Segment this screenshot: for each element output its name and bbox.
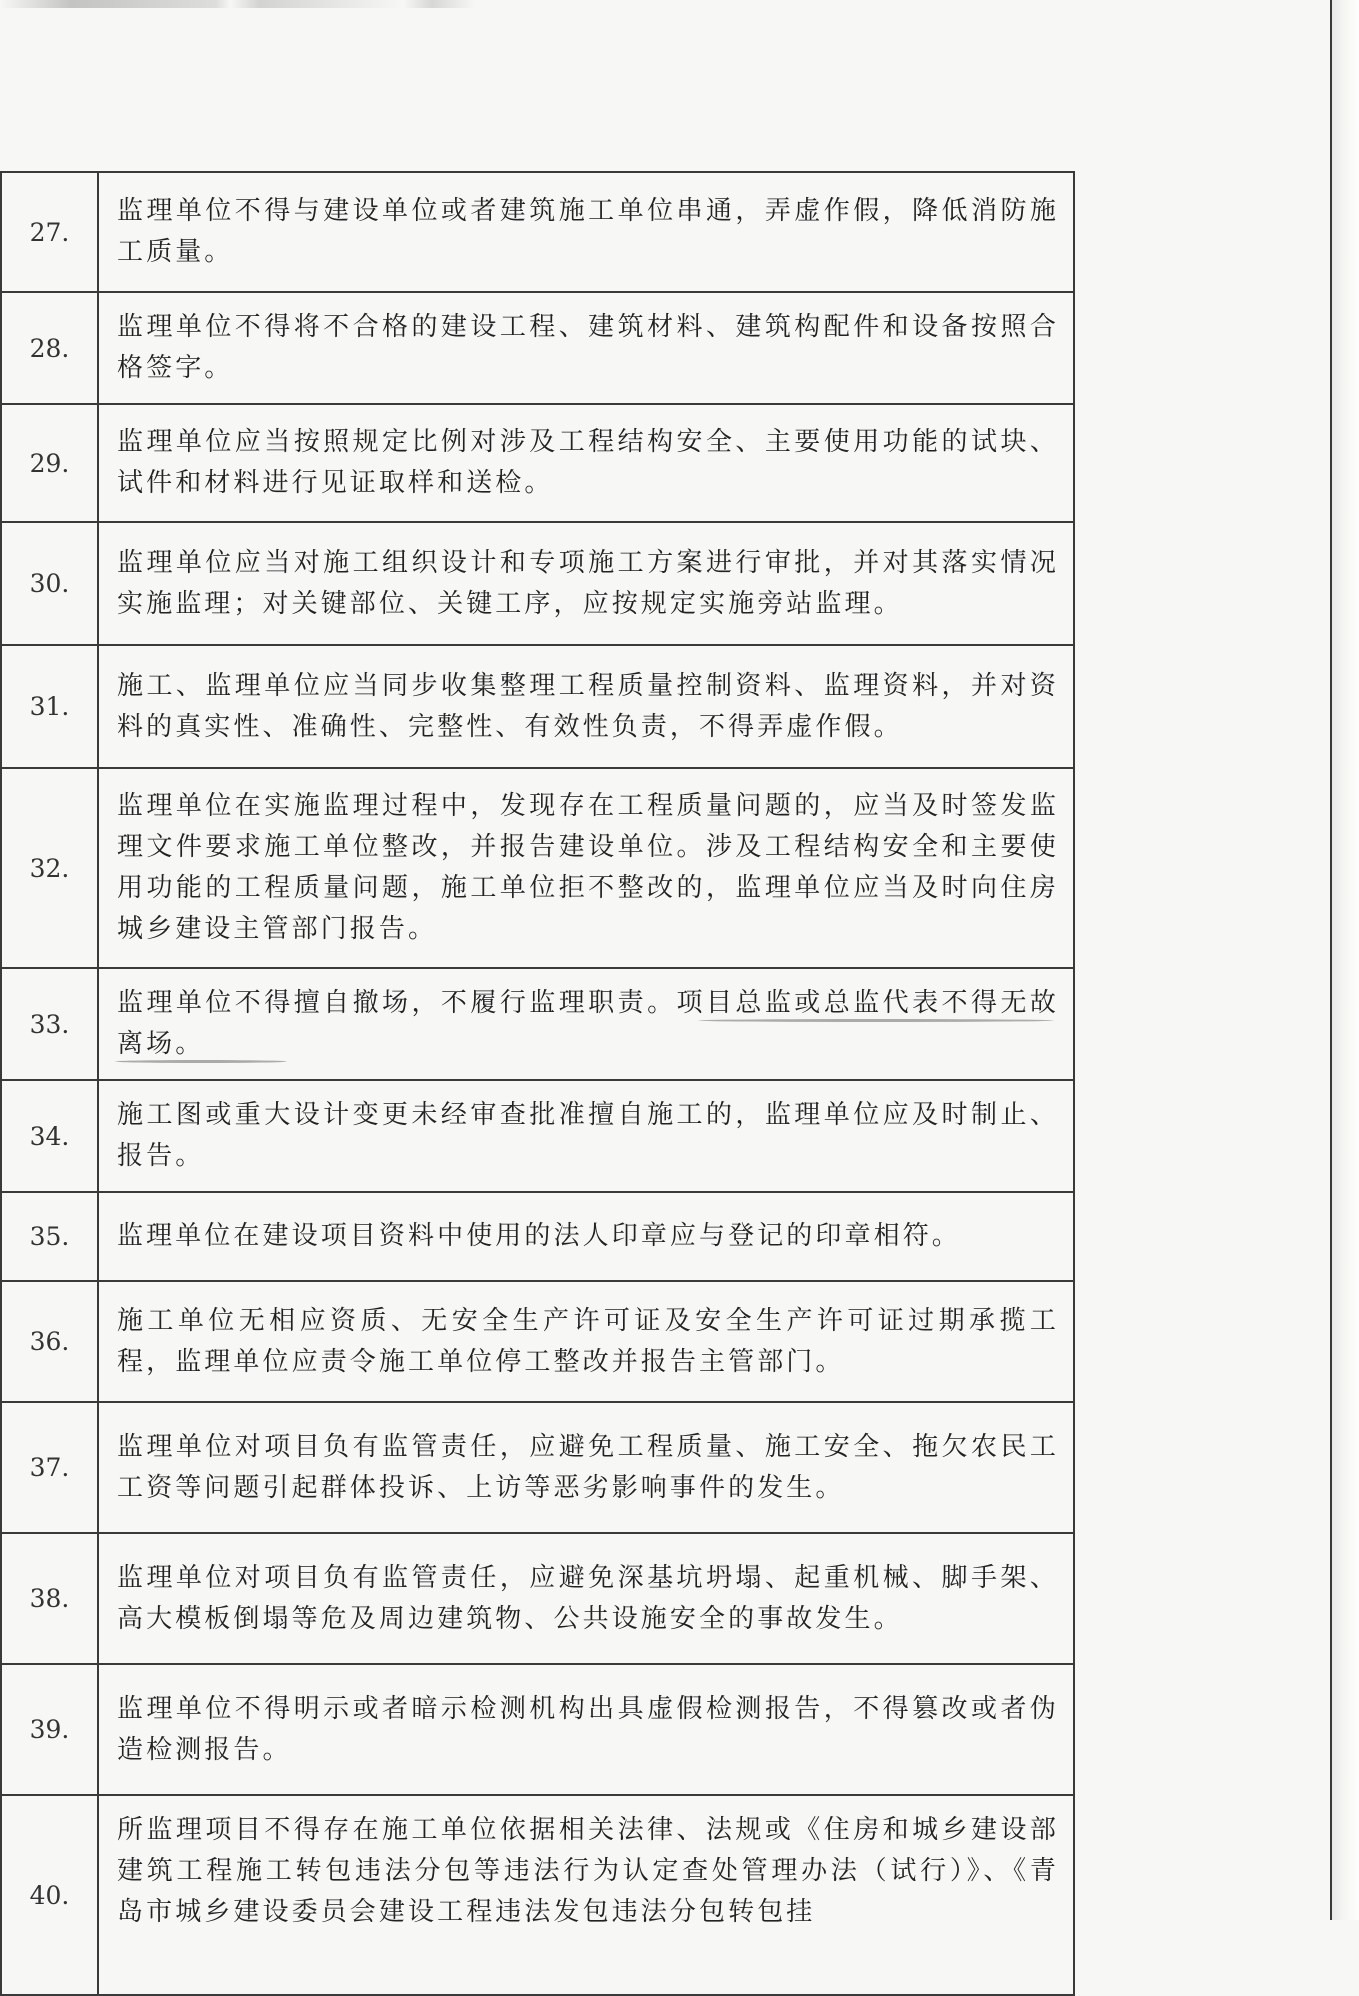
table-row — [1, 1192, 1074, 1281]
table-row — [1, 645, 1074, 768]
row-text: 监理单位在实施监理过程中，发现存在工程质量问题的，应当及时签发监理文件要求施工单位整改，并报告建设单位。涉及工程结构安全和主要使用功能的工程质量问题，施工单位拒不整改的，监理单位应当及时向住房城乡建设主管部门报告。 — [98, 768, 1074, 968]
table-row — [1, 1795, 1074, 1995]
row-number: 35. — [1, 1192, 98, 1281]
row-number: 32. — [1, 768, 98, 968]
row-number: 34. — [1, 1080, 98, 1192]
row-text: 监理单位不得明示或者暗示检测机构出具虚假检测报告，不得篡改或者伪造检测报告。 — [98, 1664, 1074, 1795]
row-number: 28. — [1, 292, 98, 404]
row-text: 施工、监理单位应当同步收集整理工程质量控制资料、监理资料，并对资料的真实性、准确性、完整性、有效性负责，不得弄虚作假。 — [98, 645, 1074, 768]
table-row — [1, 1080, 1074, 1192]
table-row — [1, 1281, 1074, 1402]
table-row — [1, 1402, 1074, 1533]
row-text: 监理单位不得擅自撤场，不履行监理职责。项目总监或总监代表不得无故离场。 — [98, 968, 1074, 1080]
row-number: 39. — [1, 1664, 98, 1795]
row-number: 30. — [1, 522, 98, 645]
row-text: 监理单位应当按照规定比例对涉及工程结构安全、主要使用功能的试块、试件和材料进行见证取样和送检。 — [98, 404, 1074, 522]
scan-top-smudge — [0, 0, 720, 8]
row-text: 所监理项目不得存在施工单位依据相关法律、法规或《住房和城乡建设部建筑工程施工转包违法分包等违法行为认定查处管理办法（试行）》、《青岛市城乡建设委员会建设工程违法发包违法分包转包挂 — [98, 1795, 1074, 1995]
row-text: 监理单位不得与建设单位或者建筑施工单位串通，弄虚作假，降低消防施工质量。 — [98, 172, 1074, 292]
row-number: 29. — [1, 404, 98, 522]
row-text: 监理单位对项目负有监管责任，应避免工程质量、施工安全、拖欠农民工工资等问题引起群体投诉、上访等恶劣影响事件的发生。 — [98, 1402, 1074, 1533]
table-row — [1, 292, 1074, 404]
row-number: 36. — [1, 1281, 98, 1402]
row-text: 监理单位在建设项目资料中使用的法人印章应与登记的印章相符。 — [98, 1192, 1074, 1281]
table-row — [1, 1533, 1074, 1664]
row-number: 40. — [1, 1795, 98, 1995]
rules-table — [0, 171, 1075, 1996]
row-text: 施工单位无相应资质、无安全生产许可证及安全生产许可证过期承揽工程，监理单位应责令施工单位停工整改并报告主管部门。 — [98, 1281, 1074, 1402]
row-number: 38. — [1, 1533, 98, 1664]
row-number: 31. — [1, 645, 98, 768]
row-number: 37. — [1, 1402, 98, 1533]
row-text: 监理单位对项目负有监管责任，应避免深基坑坍塌、起重机械、脚手架、高大模板倒塌等危及周边建筑物、公共设施安全的事故发生。 — [98, 1533, 1074, 1664]
row-text: 施工图或重大设计变更未经审查批准擅自施工的，监理单位应及时制止、报告。 — [98, 1080, 1074, 1192]
table-row — [1, 1664, 1074, 1795]
table-row — [1, 404, 1074, 522]
row-number: 27. — [1, 172, 98, 292]
handwritten-underline — [698, 1019, 1054, 1022]
row-text: 监理单位应当对施工组织设计和专项施工方案进行审批，并对其落实情况实施监理；对关键部位、关键工序，应按规定实施旁站监理。 — [98, 522, 1074, 645]
handwritten-underline — [115, 1060, 287, 1063]
scan-page-edge — [1330, 0, 1359, 1920]
row-number: 33. — [1, 968, 98, 1080]
table-row — [1, 968, 1074, 1080]
table-row — [1, 768, 1074, 968]
table-row — [1, 172, 1074, 292]
table-row — [1, 522, 1074, 645]
row-text: 监理单位不得将不合格的建设工程、建筑材料、建筑构配件和设备按照合格签字。 — [98, 292, 1074, 404]
